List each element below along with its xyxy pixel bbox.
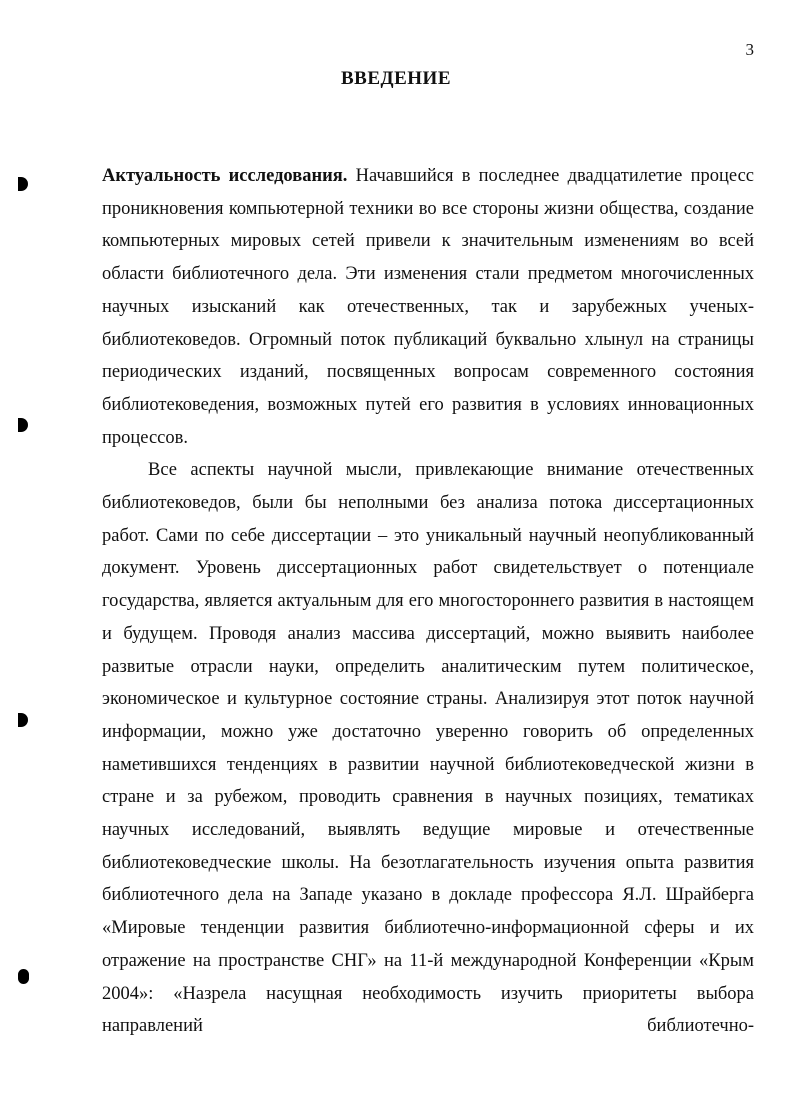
scan-mark-4 <box>18 969 29 984</box>
relevance-heading: Актуальность исследования. <box>102 166 348 186</box>
page-title: ВВЕДЕНИЕ <box>341 68 451 89</box>
body-text <box>102 160 754 1043</box>
paragraph-relevance <box>102 160 754 454</box>
page-number: 3 <box>745 40 754 59</box>
scan-mark-1 <box>18 177 28 191</box>
scan-mark-3 <box>18 713 28 727</box>
paragraph-dissertations: Все аспекты научной мысли, привлекающие внимание отечественных библиотековедов, были бы неполными без анализа потока диссертационных работ. Сами по себе диссертации – это уникальный научный неопубликованный документ. Уровень диссертационных работ свидетельствует о потенциале государства, является актуальным для его многостороннего развития в настоящем и будущем. Проводя анализ массива диссертаций, можно выявить наиболее развитые отрасли науки, определить аналитическим путем политическое, экономическое и культурное состояние страны. Анализируя этот поток научной информации, можно уже достаточно уверенно говорить об определенных наметившихся тенденциях в развитии научной библиотековедческой жизни в стране и за рубежом, проводить сравнения в научных позициях, тематиках научных исследований, выявлять ведущие мировые и отечественные библиотековедческие школы. На безотлагательность изучения опыта развития библиотечного дела на Западе указано в докладе профессора Я.Л. Шрайберга «Мировые тенденции развития библиотечно-информационной сферы и их отражение на пространстве СНГ» на 11-й международной Конференции «Крым 2004»: «Назрела насущная необходимость изучить приоритеты выбора направлений библиотечно- <box>102 460 754 1037</box>
scan-mark-2 <box>18 418 28 432</box>
relevance-text: Начавшийся в последнее двадцатилетие процесс проникновения компьютерной техники во все стороны жизни общества, создание компьютерных мировых сетей привели к значительным изменениям во всей области библиотечного дела. Эти изменения стали предметом многочисленных научных изысканий как отечественных, так и зарубежных ученых-библиотековедов. Огромный поток публикаций буквально хлынул на страницы периодических изданий, посвященных вопросам современного состояния библиотековедения, возможных путей его развития в условиях инновационных процессов. <box>102 166 754 448</box>
